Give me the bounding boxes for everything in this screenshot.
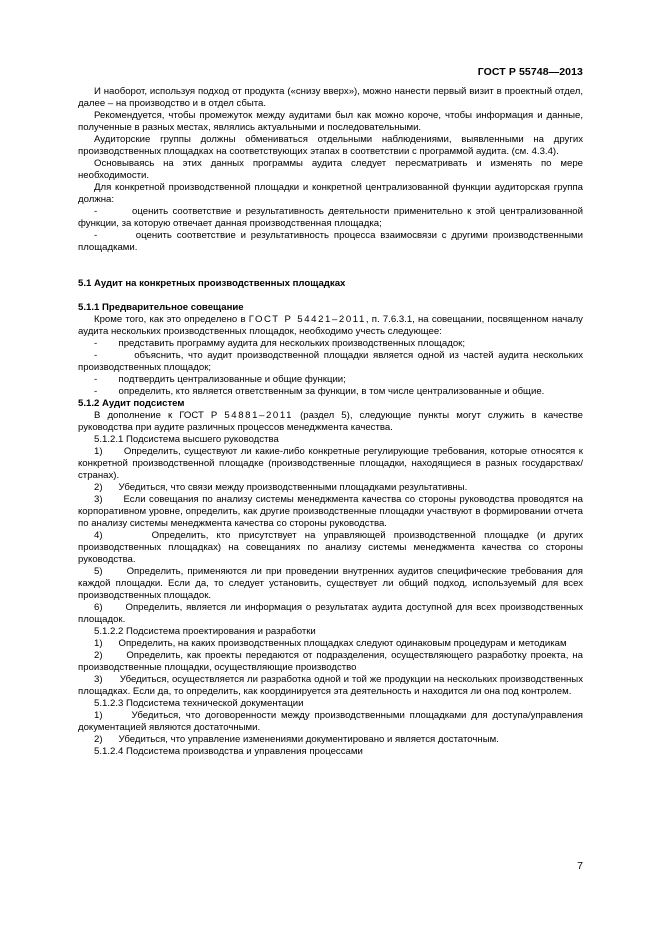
- paragraph: [78, 410, 583, 434]
- subsystem-heading: 5.1.2.2 Подсистема проектирования и разработки: [94, 626, 316, 637]
- standard-reference: ГОСТ Р 54421–2011: [248, 314, 366, 325]
- list-item: - определить, кто является ответственным за функции, в том числе централизованные и общие.: [94, 386, 545, 397]
- paragraph: Основываясь на этих данных программы аудита следует пересматривать и изменять по мере необходимости.: [78, 158, 583, 181]
- standard-reference: 54881–2011: [224, 410, 294, 421]
- text-run: Кроме того, как это определено в: [94, 314, 249, 325]
- section-heading: 5.1 Аудит на конкретных производственных площадках: [78, 278, 346, 289]
- text-run: В дополнение к ГОСТ Р: [94, 410, 225, 421]
- subsystem-heading: 5.1.2.1 Подсистема высшего руководства: [94, 434, 279, 445]
- paragraph: [78, 314, 583, 338]
- subsystem-heading: 5.1.2.4 Подсистема производства и управления процессами: [94, 746, 363, 757]
- numbered-item: 2) Убедиться, что связи между производственными площадками результативны.: [94, 482, 468, 493]
- numbered-item: 4) Определить, кто присутствует на управляющей производственной площадке (и других производственных площадках) на совещаниях по анализу системы менеджмента качества со стороны руководства.: [78, 530, 583, 565]
- paragraph: Рекомендуется, чтобы промежуток между аудитами был как можно короче, чтобы информация и данные, полученные в разных местах, являлись актуальными и последовательными.: [78, 110, 583, 133]
- page-body: [78, 86, 583, 758]
- paragraph: И наоборот, используя подход от продукта («снизу вверх»), можно нанести первый визит в проектный отдел, далее – на производство и в отдел сбыта.: [78, 86, 583, 109]
- text-run: , п. 7.6.3.1, на совещании, посвященном началу аудита нескольких производственных площадок, необходимо учесть следующее:: [78, 314, 583, 337]
- text-run: (раздел 5), следующие пункты могут служить в качестве руководства при аудите различных процессов менеджмента качества.: [78, 410, 583, 433]
- list-item: - подтвердить централизованные и общие функции;: [94, 374, 346, 385]
- numbered-item: 3) Если совещания по анализу системы менеджмента качества со стороны руководства проводятся на корпоративном уровне, определить, как другие производственные площадки участвуют в формировании отчета по анализу системы менеджмента качества со стороны руководства.: [78, 494, 583, 529]
- list-item: - оценить соответствие и результативность деятельности применительно к этой централизованной функции, за которую отвечает данная производственная площадка;: [78, 206, 583, 229]
- numbered-item: 3) Убедиться, осуществляется ли разработка одной и той же продукции на нескольких производственных площадках. Если да, то определить, как координируется эта деятельность и находится ли она под контролем.: [78, 674, 583, 697]
- list-item: - объяснить, что аудит производственной площадки является одной из частей аудита нескольких производственных площадок;: [78, 350, 583, 373]
- list-item: - оценить соответствие и результативность процесса взаимосвязи с другими производственными площадками.: [78, 230, 583, 253]
- document-id: ГОСТ Р 55748—2013: [477, 66, 583, 78]
- subsystem-heading: 5.1.2.3 Подсистема технической документации: [94, 698, 304, 709]
- subsection-heading: 5.1.2 Аудит подсистем: [78, 398, 185, 409]
- numbered-item: 1) Убедиться, что договоренности между производственными площадками для доступа/управления документацией являются достаточными.: [78, 710, 583, 733]
- numbered-item: 6) Определить, является ли информация о результатах аудита доступной для всех производственных площадок.: [78, 602, 583, 625]
- paragraph: Аудиторские группы должны обмениваться отдельными наблюдениями, выявленными на других производственных площадках на соответствующих этапах в соответствии с программой аудита. (см. 4.3.4).: [78, 134, 583, 157]
- numbered-item: 2) Убедиться, что управление изменениями документировано и является достаточным.: [94, 734, 499, 745]
- numbered-item: 2) Определить, как проекты передаются от подразделения, осуществляющего разработку проекта, на производственные площадки, осуществляющие производство: [78, 650, 583, 673]
- page-number: 7: [577, 860, 583, 872]
- numbered-item: 1) Определить, существуют ли какие-либо конкретные регулирующие требования, которые относятся к конкретной производственной площадке (производственные площадки, находящиеся в разных государствах/странах).: [78, 446, 583, 481]
- list-item: - представить программу аудита для нескольких производственных площадок;: [94, 338, 466, 349]
- numbered-item: 5) Определить, применяются ли при проведении внутренних аудитов специфические требования для каждой площадки. Если да, то следует установить, существует ли общий подход, используемый для всех производственных площадок.: [78, 566, 583, 601]
- numbered-item: 1) Определить, на каких производственных площадках следуют одинаковым процедурам и методикам: [94, 638, 567, 649]
- subsection-heading: 5.1.1 Предварительное совещание: [78, 302, 244, 313]
- paragraph: Для конкретной производственной площадки и конкретной централизованной функции аудиторская группа должна:: [78, 182, 583, 205]
